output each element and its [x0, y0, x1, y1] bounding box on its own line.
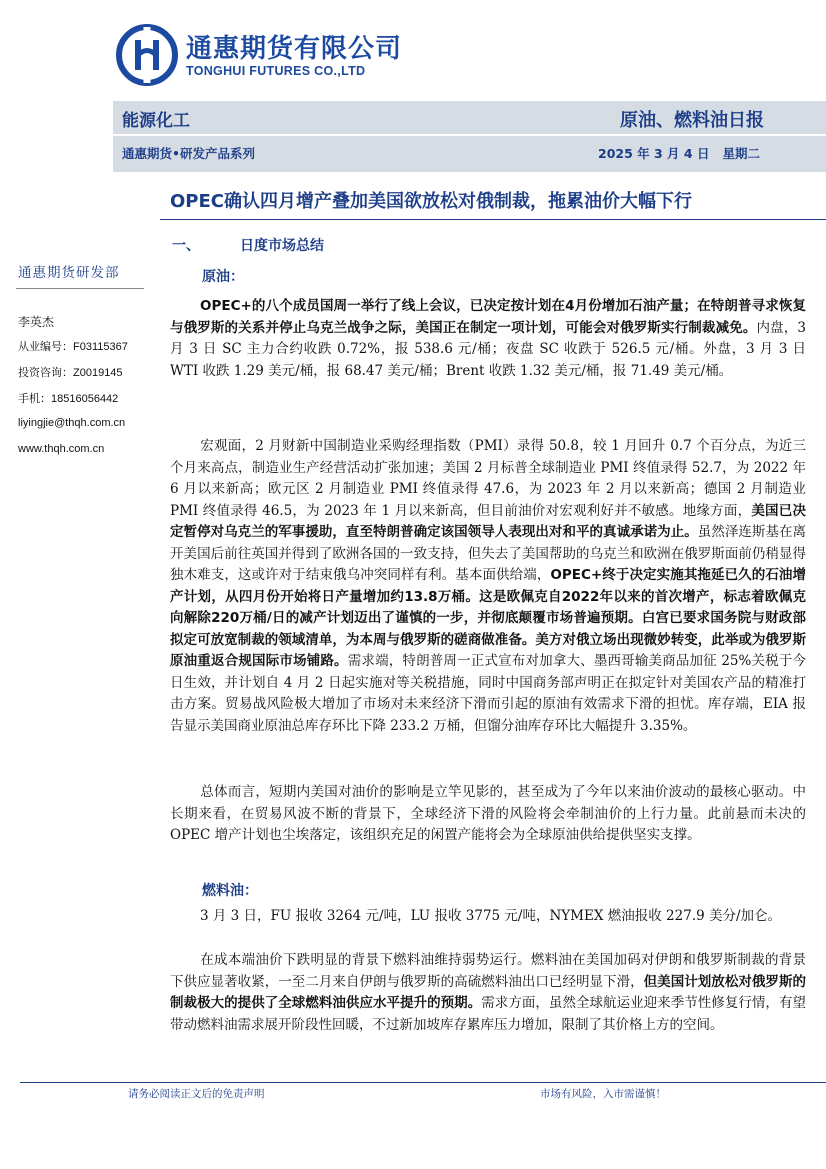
- sidebar-department: 通惠期货研发部: [18, 265, 120, 281]
- crude-heading: 原油：: [202, 269, 244, 285]
- crude-p3-text: 总体而言，短期内美国对油价的影响是立竿见影的，甚至成为了今年以来油价波动的最核心驱动。中长期来看，在贸易风波不断的背景下，全球经济下滑的风险将会牵制油价的上行力量。此前悬而未决的 OPEC 增产计划也尘埃落定，该组织充足的闲置产能将会为全球原油供给提供坚实支撑。: [170, 784, 806, 843]
- sector-label: 能源化工: [122, 111, 190, 131]
- crude-paragraph-3: [170, 782, 806, 847]
- page-title: OPEC确认四月增产叠加美国欲放松对俄制裁，拖累油价大幅下行: [170, 191, 692, 212]
- section-title: 日度市场总结: [240, 238, 324, 254]
- license-number: [18, 338, 128, 354]
- weekday-text: 星期二: [722, 146, 761, 161]
- fuel-p2-bold: 但美国计划放松对俄罗斯的制裁极大的提供了全球燃料油供应水平提升的预期。: [170, 973, 806, 1011]
- crude-paragraph-1: [170, 296, 806, 382]
- sidebar-divider: [16, 288, 144, 289]
- phone-value: 18516056442: [51, 393, 119, 405]
- company-logo-icon: [116, 24, 178, 86]
- crude-p2-text-3: 需求端，特朗普周一正式宣布对加拿大、墨西哥输美商品加征 25%关税于今日生效，并计划自 4 月 2 日起实施对等关税措施，同时中国商务部声明正在拟定针对美国农产品的精准打击方案。贸易战风险极大增加了市场对未来经济下滑而引起的原油有效需求下滑的担忧。库存端，EIA 报告显示美国商业原油总库存环比下降 233.2 万桶，但馏分油库存环比大幅提升 3.35%。: [170, 653, 807, 734]
- date-text: 2025 年 3 月 4 日: [598, 146, 710, 161]
- crude-p1-text: 内盘，3 月 3 日 SC 主力合约收跌 0.72%，报 538.6 元/桶；夜盘 SC 收跌于 526.5 元/桶。外盘，3 月 3 日 WTI 收跌 1.29 美元/桶，报 68.47 美元/桶；Brent 收跌 1.32 美元/桶，报 71.49 美元/桶。: [170, 319, 807, 379]
- license-key: 从业编号：: [18, 340, 73, 353]
- consult-key: 投资咨询：: [18, 366, 73, 379]
- crude-p2-bold-1: 美国已决定暂停对乌克兰的军事援助，直至特朗普确定该国领导人表现出对和平的真诚承诺为止。: [170, 502, 806, 540]
- crude-p2-bold-2: OPEC+终于决定实施其拖延已久的石油增产计划，从四月份开始将日产量增加约13.8万桶。这是欧佩克自2022年以来的首次增产，标志着欧佩克向解除220万桶/日的减产计划迈出了谨慎的一步，并彻底颠覆市场普遍预期。白宫已要求国务院与财政部拟定可放宽制裁的领域清单，为本周与俄罗斯的磋商做准备。美方对俄立场出现微妙转变，此举或为俄罗斯原油重返合规国际市场铺路。: [170, 567, 807, 669]
- fuel-heading: 燃料油：: [202, 883, 258, 899]
- phone-key: 手机：: [18, 392, 51, 405]
- crude-p2-text-2: 虽然泽连斯基在离开美国后前往英国并得到了欧洲各国的一致支持，但失去了美国帮助的乌克兰和欧洲在俄罗斯面前仍稍显得独木难支，这或许对于结束俄乌冲突同样有利。基本面供给端，: [170, 524, 807, 583]
- series-label: 通惠期货•研发产品系列: [122, 146, 255, 161]
- website-link[interactable]: www.thqh.com.cn: [18, 443, 105, 455]
- fuel-p1-text: 3 月 3 日，FU 报收 3264 元/吨，LU 报收 3775 元/吨，NYMEX 燃油报收 227.9 美分/加仑。: [200, 908, 782, 924]
- report-name: 原油、燃料油日报: [620, 110, 764, 131]
- section-heading: [172, 235, 324, 255]
- consult-value: Z0019145: [73, 367, 123, 379]
- fuel-paragraph-1: [170, 906, 806, 928]
- header-band-divider: [113, 134, 826, 136]
- fuel-p2-text-2: 需求方面，虽然全球航运业迎来季节性修复行情，有望带动燃料油需求展开阶段性回暖，不过新加坡库存累库压力增加，限制了其价格上方的空间。: [170, 995, 806, 1033]
- fuel-p2-text-1: 在成本端油价下跌明显的背景下燃料油维持弱势运行。燃料油在美国加码对伊朗和俄罗斯制裁的背景下供应显著收紧，一至二月来自伊朗与俄罗斯的高硫燃料油出口已经明显下滑，: [170, 952, 806, 990]
- email-link[interactable]: liyingjie@thqh.com.cn: [18, 417, 126, 429]
- phone-number: [18, 390, 118, 406]
- fuel-paragraph-2: [170, 950, 806, 1036]
- risk-warning: 市场有风险，入市需谨慎！: [540, 1088, 666, 1100]
- title-divider: [160, 219, 826, 220]
- report-date: [598, 144, 760, 162]
- section-number: 一、: [172, 238, 200, 254]
- crude-paragraph-2: [170, 436, 806, 737]
- company-name-en: TONGHUI FUTURES CO.,LTD: [186, 64, 366, 78]
- crude-p1-bold: OPEC+的八个成员国周一举行了线上会议，已决定按计划在4月份增加石油产量；在特朗普寻求恢复与俄罗斯的关系并停止乌克兰战争之际，美国正在制定一项计划，可能会对俄罗斯实行制裁减免。: [170, 298, 806, 336]
- license-value: F03115367: [73, 341, 128, 353]
- crude-p2-text-1: 宏观面，2 月财新中国制造业采购经理指数（PMI）录得 50.8，较 1 月回升 0.7 个百分点，为近三个月来高点，制造业生产经营活动扩张加速；美国 2 月标普全球制造业 PMI 终值录得 52.7，为 2022 年 6 月以来新高；欧元区 2 月制造业 PMI 终值录得 47.6，为 2023 年 2 月以来新高；德国 2 月制造业 PMI 终值录得 46.5，为 2023 年 1 月以来新高，但目前油价对宏观利好并不敏感。地缘方面，: [170, 438, 806, 519]
- disclaimer-note: 请务必阅读正文后的免责声明: [128, 1088, 265, 1100]
- analyst-name: 李英杰: [18, 315, 55, 329]
- company-name-cn: 通惠期货有限公司: [186, 34, 403, 64]
- footer-divider: [20, 1082, 826, 1083]
- consult-number: [18, 364, 123, 380]
